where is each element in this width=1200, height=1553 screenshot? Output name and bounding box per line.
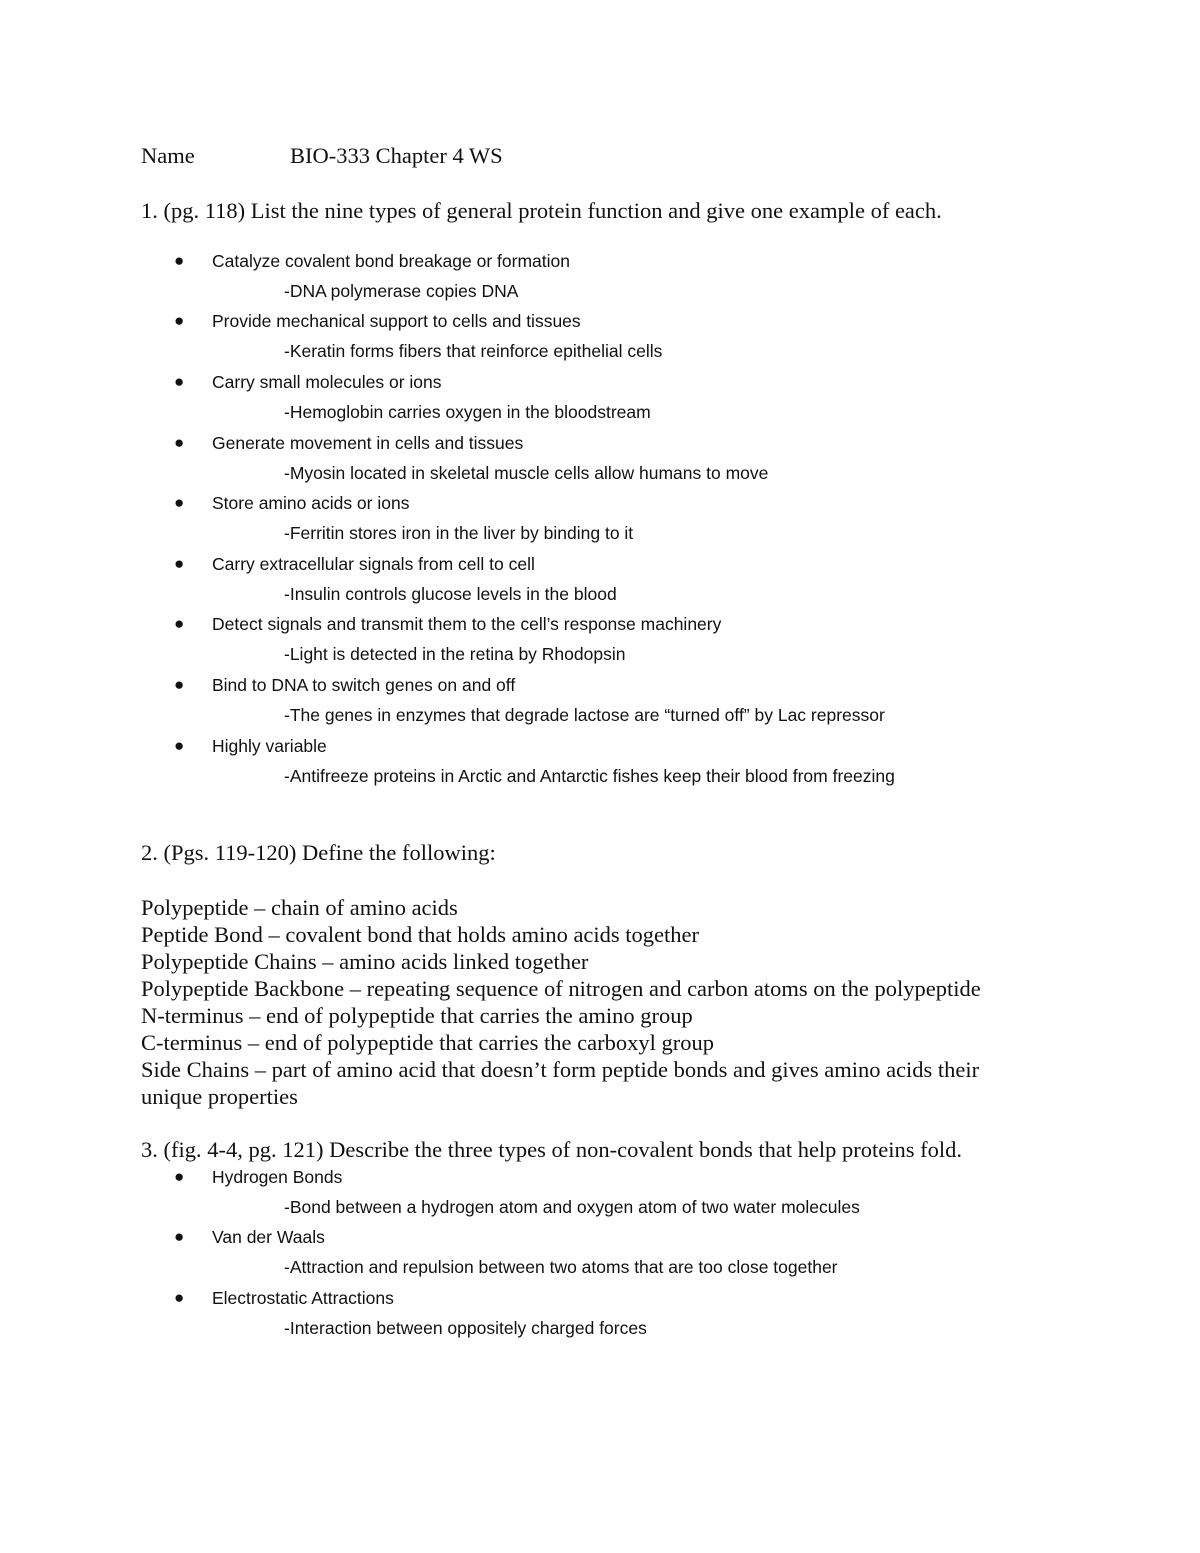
worksheet-title: BIO-333 Chapter 4 WS [290,143,503,168]
bullet-icon: ● [174,554,185,573]
bullet-icon: ● [174,736,185,755]
bullet-icon: ● [174,614,185,633]
function-label: Store amino acids or ions [212,493,410,513]
function-label: Provide mechanical support to cells and tissues [212,311,581,331]
bond-type-label: Hydrogen Bonds [212,1167,343,1187]
function-label: Detect signals and transmit them to the cell’s response machinery [212,614,722,634]
bond-type-description: -Bond between a hydrogen atom and oxygen atom of two water molecules [284,1197,860,1217]
bullet-icon: ● [174,493,185,512]
definition-item: Peptide Bond – covalent bond that holds amino acids together [141,922,700,947]
definition-item: Side Chains – part of amino acid that doesn’t form peptide bonds and gives amino acids their unique properties [141,1057,980,1109]
worksheet-header [141,143,503,169]
bullet-icon: ● [174,675,185,694]
function-example: -Insulin controls glucose levels in the blood [284,584,617,604]
definition-item: Polypeptide – chain of amino acids [141,895,458,920]
bullet-icon: ● [174,1288,185,1307]
function-example: -Ferritin stores iron in the liver by binding to it [284,523,634,543]
question-1-prompt: 1. (pg. 118) List the nine types of general protein function and give one example of each. [141,198,942,223]
function-example: -Light is detected in the retina by Rhodopsin [284,644,626,664]
bullet-icon: ● [174,372,185,391]
definition-item: C-terminus – end of polypeptide that carries the carboxyl group [141,1030,714,1055]
definition-item: Polypeptide Backbone – repeating sequence of nitrogen and carbon atoms on the polypeptide [141,976,981,1001]
function-label: Generate movement in cells and tissues [212,433,524,453]
definition-item: Polypeptide Chains – amino acids linked together [141,949,589,974]
definition-item: N-terminus – end of polypeptide that carries the amino group [141,1003,693,1028]
bond-type-description: -Interaction between oppositely charged forces [284,1318,647,1338]
function-example: -Antifreeze proteins in Arctic and Antarctic fishes keep their blood from freezing [284,766,895,786]
function-example: -Myosin located in skeletal muscle cells allow humans to move [284,463,769,483]
definitions-list [141,894,1041,1110]
question-2-prompt: 2. (Pgs. 119-120) Define the following: [141,840,496,865]
bullet-icon: ● [174,311,185,330]
bond-type-label: Van der Waals [212,1227,325,1247]
function-label: Catalyze covalent bond breakage or formation [212,251,570,271]
bullet-icon: ● [174,251,185,270]
name-label: Name [141,143,195,168]
function-label: Carry extracellular signals from cell to cell [212,554,535,574]
question-3-prompt: 3. (fig. 4-4, pg. 121) Describe the three types of non-covalent bonds that help proteins fold. [141,1137,963,1162]
bullet-icon: ● [174,1227,185,1246]
function-label: Carry small molecules or ions [212,372,442,392]
bond-type-label: Electrostatic Attractions [212,1288,394,1308]
function-label: Bind to DNA to switch genes on and off [212,675,516,695]
bullet-icon: ● [174,433,185,452]
function-example: -DNA polymerase copies DNA [284,281,519,301]
bond-type-description: -Attraction and repulsion between two atoms that are too close together [284,1257,838,1277]
function-label: Highly variable [212,736,327,756]
function-example: -Keratin forms fibers that reinforce epithelial cells [284,341,663,361]
function-example: -Hemoglobin carries oxygen in the bloodstream [284,402,651,422]
function-example: -The genes in enzymes that degrade lactose are “turned off” by Lac repressor [284,705,885,725]
bullet-icon: ● [174,1167,185,1186]
